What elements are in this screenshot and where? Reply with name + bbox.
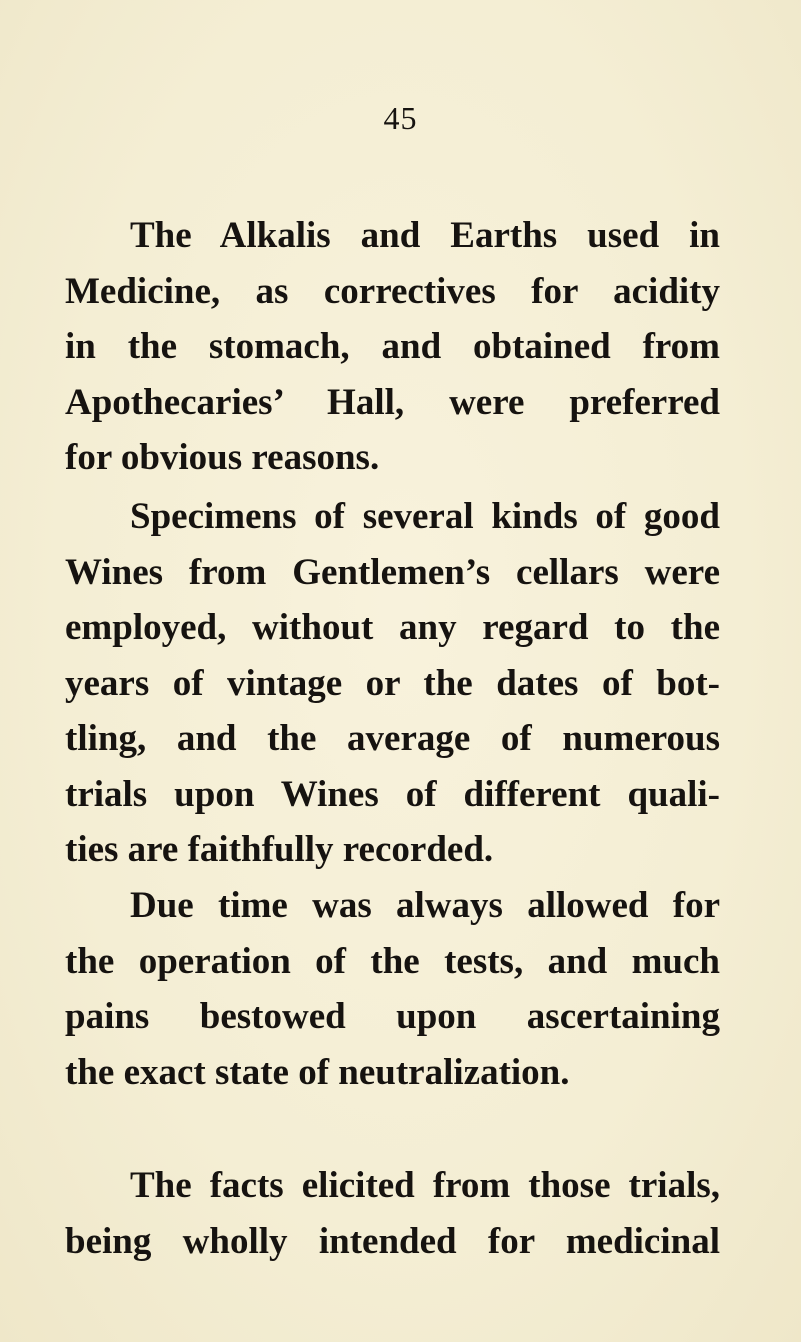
text-line: employed, without any regard to the (65, 607, 720, 648)
text-line: Specimens of several kinds of good (130, 496, 720, 537)
text-line: in the stomach, and obtained from (65, 326, 720, 367)
text-line: tling, and the average of numerous (65, 718, 720, 759)
text-line: trials upon Wines of different quali- (65, 773, 720, 815)
text-line: being wholly intended for medicinal (65, 1220, 720, 1262)
text-line: Wines from Gentlemen’s cellars were (65, 551, 720, 593)
text-line: the operation of the tests, and much (65, 940, 720, 982)
paragraph-alkalis (65, 208, 720, 486)
text-line: The Alkalis and Earths used in (130, 215, 720, 256)
text-line: Medicine, as correctives for acidity (65, 270, 720, 312)
text-line: pains bestowed upon ascertaining (65, 996, 720, 1037)
text-line: years of vintage or the dates of bot- (65, 662, 720, 704)
text-line: Due time was always allowed for (130, 885, 720, 926)
paragraph-due-time (65, 878, 720, 1100)
text-line: Apothecaries’ Hall, were preferred (65, 381, 720, 423)
text-line: the exact state of neutralization. (65, 1051, 570, 1093)
text-line: ties are faithfully recorded. (65, 829, 494, 870)
paragraph-facts (65, 1158, 720, 1269)
text-line: The facts elicited from those trials, (130, 1165, 720, 1206)
paragraph-specimens (65, 489, 720, 878)
page-number: 45 (383, 100, 418, 136)
text-line: for obvious reasons. (65, 437, 380, 478)
